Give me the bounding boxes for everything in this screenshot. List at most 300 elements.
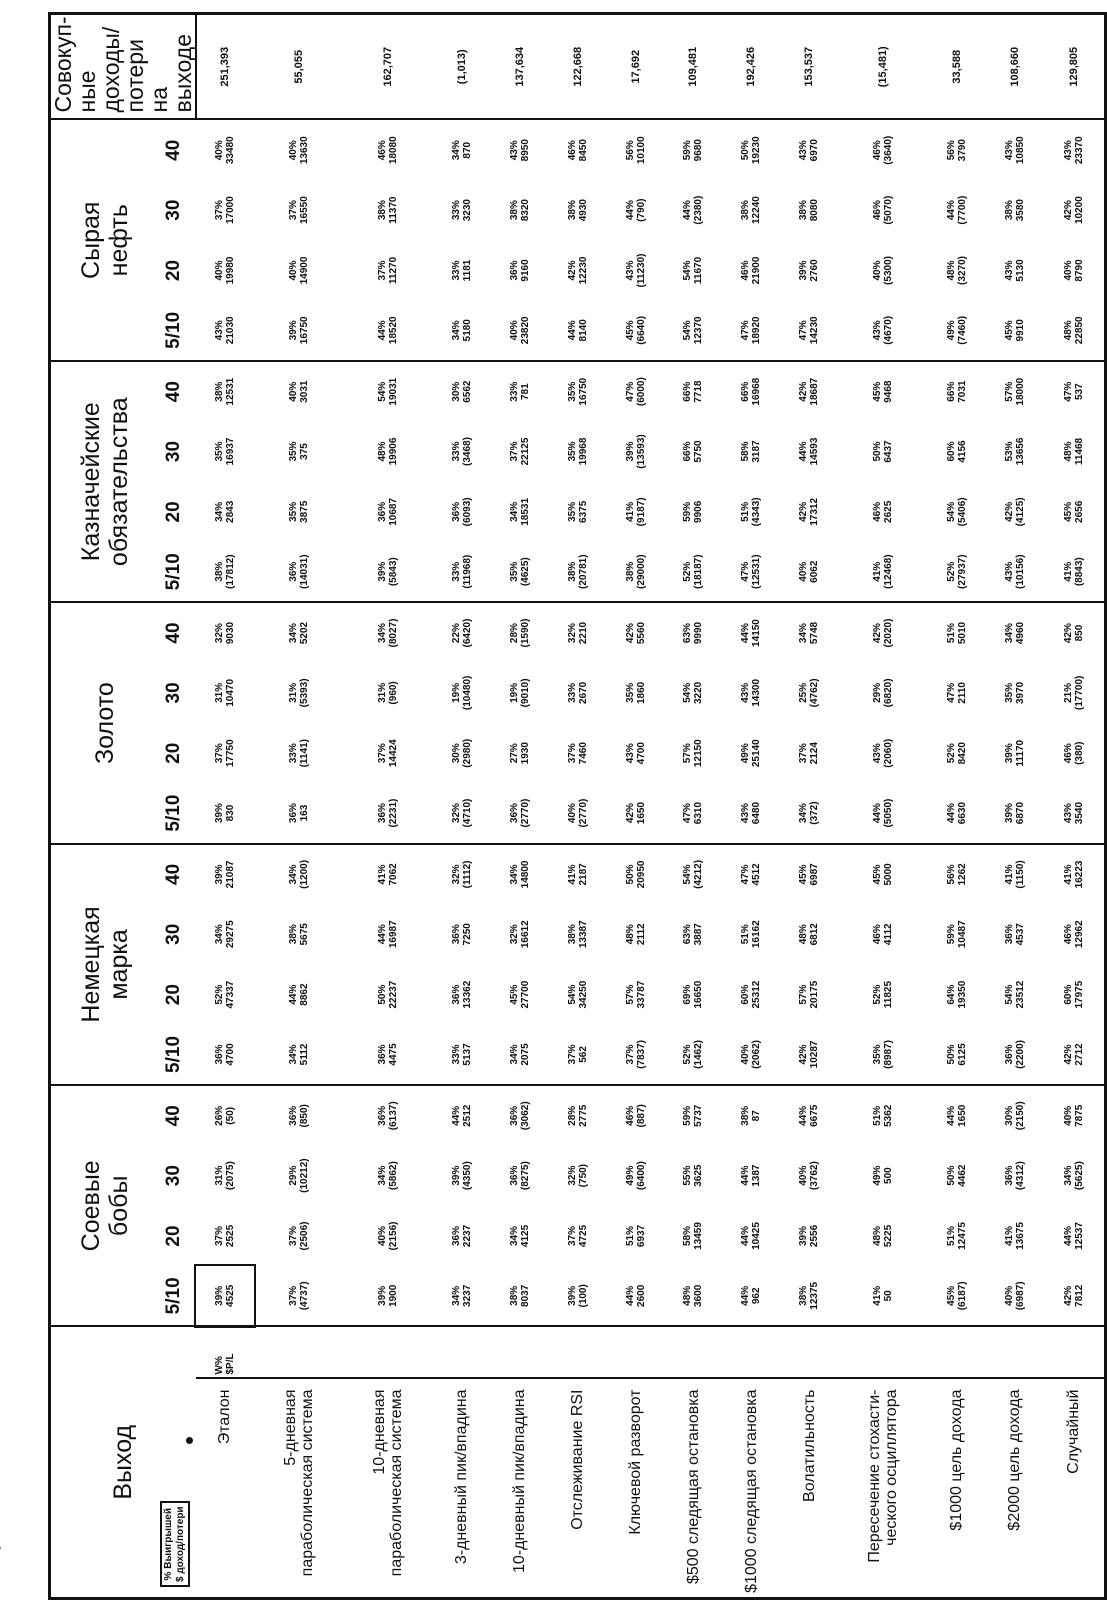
result-cell [1044, 301, 1106, 361]
win-percent: 47% [624, 381, 636, 402]
result-cell [986, 904, 1044, 964]
profit-loss: 5675 [298, 923, 310, 946]
win-percent: 44% [945, 803, 957, 824]
win-percent: 36% [1003, 1165, 1015, 1186]
profit-loss: (7460) [956, 315, 968, 345]
profit-loss: 2210 [577, 621, 589, 645]
win-percent: 38% [508, 200, 520, 221]
result-cell [254, 783, 344, 843]
profit-loss: 10100 [635, 136, 647, 165]
profit-loss: 6812 [809, 923, 821, 946]
profit-loss: (5862) [388, 1161, 400, 1191]
result-cell [838, 1085, 928, 1145]
exit-method-label: 5-дневная параболическая система [254, 1379, 344, 1599]
profit-loss: 16750 [577, 377, 589, 406]
profit-loss: (10156) [1014, 554, 1026, 589]
win-percent: 28% [566, 1105, 578, 1126]
result-cell [928, 783, 986, 843]
profit-loss: 13675 [1014, 1222, 1026, 1250]
profit-loss: 10470 [224, 678, 236, 707]
result-cell [986, 663, 1044, 723]
win-percent: 50% [872, 441, 883, 462]
result-cell [549, 1145, 607, 1205]
table-row [343, 14, 433, 1599]
profit-loss: 19350 [956, 980, 968, 1009]
win-percent: 38% [798, 1285, 810, 1306]
win-percent: 34% [798, 623, 810, 644]
win-percent: 29% [872, 682, 883, 703]
profit-loss: 11670 [693, 256, 705, 285]
profit-loss: 1262 [956, 863, 968, 886]
win-percent: 44% [624, 200, 636, 221]
win-percent: 42% [1003, 501, 1015, 522]
result-cell [838, 723, 928, 783]
win-percent: 36% [508, 260, 520, 281]
result-cell [343, 1025, 433, 1085]
result-cell [838, 1145, 928, 1205]
result-cell [343, 964, 433, 1024]
result-cell [491, 602, 549, 662]
profit-loss: (1112) [461, 860, 473, 889]
profit-loss: 1650 [635, 801, 647, 825]
win-percent: 43% [624, 743, 636, 764]
profit-loss: 2187 [577, 863, 589, 886]
win-percent: 28% [508, 623, 520, 644]
win-percent: 40% [566, 803, 578, 824]
profit-loss: 16750 [298, 316, 310, 345]
exit-method-label: Эталон [196, 1379, 254, 1599]
profit-loss: (850) [298, 1104, 310, 1128]
win-percent: 37% [566, 1044, 578, 1065]
win-percent: 58% [740, 441, 752, 462]
period-header: 30 [163, 923, 184, 945]
exit-column-header [50, 1327, 197, 1599]
result-cell [1044, 783, 1106, 843]
profit-loss: (2506) [298, 1221, 310, 1251]
win-percent: 37% [213, 200, 225, 221]
win-percent: 54% [377, 381, 389, 402]
win-percent: 36% [450, 1225, 462, 1246]
profit-loss: 18687 [809, 377, 821, 406]
result-cell [607, 783, 665, 843]
win-percent: 43% [213, 320, 225, 341]
profit-loss: 4537 [1014, 923, 1026, 946]
result-cell [433, 602, 491, 662]
win-percent: 33% [508, 381, 520, 402]
profit-loss: 8420 [956, 742, 968, 765]
win-percent: 39% [377, 1285, 389, 1306]
result-cell [1044, 602, 1106, 662]
profit-loss: 5225 [883, 1224, 894, 1248]
result-cell [343, 301, 433, 361]
win-percent: 42% [566, 260, 578, 281]
profit-loss: (5843) [388, 557, 400, 587]
profit-loss: 10850 [1014, 136, 1026, 165]
win-percent: 44% [740, 1165, 752, 1186]
win-percent: 43% [1062, 803, 1074, 824]
result-cell [491, 421, 549, 481]
win-percent: 31% [213, 682, 225, 703]
win-percent: 52% [682, 561, 694, 582]
profit-loss: 4462 [956, 1164, 968, 1187]
result-cell [343, 482, 433, 542]
win-percent: 34% [508, 1225, 520, 1246]
instrument-name: Немецкая марка [76, 906, 133, 1023]
win-percent: 37% [287, 200, 299, 221]
result-cell [928, 361, 986, 421]
profit-loss: 13459 [693, 1222, 705, 1250]
result-cell [986, 1085, 1044, 1145]
profit-loss: 34250 [577, 980, 589, 1009]
result-cell [780, 180, 838, 240]
result-cell [254, 663, 344, 723]
win-percent: 41% [1062, 561, 1074, 582]
result-cell [722, 542, 780, 602]
profit-loss: 22850 [1073, 316, 1085, 345]
win-percent: 49% [740, 743, 752, 764]
result-cell [549, 361, 607, 421]
result-cell [491, 663, 549, 723]
win-percent: 42% [798, 1044, 810, 1065]
result-cell [928, 1206, 986, 1266]
win-percent: 57% [1003, 381, 1015, 402]
result-cell [986, 421, 1044, 481]
result-cell [254, 1145, 344, 1205]
table-row [780, 14, 838, 1599]
result-cell [928, 482, 986, 542]
profit-loss: 4930 [577, 199, 589, 222]
profit-loss: (13593) [635, 434, 647, 469]
win-percent: 37% [287, 1285, 299, 1306]
profit-loss: (380) [1073, 741, 1085, 765]
win-percent: 31% [377, 682, 389, 703]
profit-loss: 9160 [519, 259, 531, 282]
win-percent: 56% [624, 140, 636, 161]
profit-loss: 1900 [388, 1284, 400, 1307]
win-percent: 37% [213, 743, 225, 764]
result-cell [722, 1145, 780, 1205]
win-percent: 57% [798, 984, 810, 1005]
win-percent: 37% [624, 1044, 636, 1065]
win-percent: 46% [377, 140, 389, 161]
total-value: 137,634 [491, 14, 549, 120]
profit-loss: 50 [883, 1290, 894, 1302]
win-percent: 37% [213, 1225, 225, 1246]
exit-method-label: Волатильность [780, 1379, 838, 1599]
win-percent: 38% [377, 200, 389, 221]
win-percent: 56% [945, 864, 957, 885]
profit-loss: 4700 [224, 1043, 236, 1066]
result-cell [607, 421, 665, 481]
profit-loss: 3790 [956, 139, 968, 162]
win-percent: 54% [945, 501, 957, 522]
profit-loss: (6820) [883, 678, 894, 708]
result-cell [254, 844, 344, 904]
win-percent: 49% [624, 1165, 636, 1186]
profit-loss: 5560 [635, 621, 647, 645]
profit-loss: 6062 [809, 560, 821, 583]
result-cell [549, 904, 607, 964]
profit-loss: (1150) [1014, 860, 1026, 889]
result-cell [928, 542, 986, 602]
win-percent: 41% [1003, 1225, 1015, 1246]
metric-label-cell [665, 1327, 723, 1379]
result-cell [196, 602, 254, 662]
profit-loss: (1590) [519, 618, 531, 648]
profit-loss: 12531 [224, 377, 236, 406]
profit-loss: 17312 [809, 497, 821, 526]
win-percent: 45% [872, 381, 883, 402]
win-percent: 33% [450, 260, 462, 281]
profit-loss: 7460 [577, 742, 589, 765]
result-cell [343, 180, 433, 240]
table-body [196, 14, 1106, 1599]
profit-loss: 8450 [577, 139, 589, 162]
result-cell [343, 723, 433, 783]
win-percent: 36% [508, 1165, 520, 1186]
period-header: 20 [163, 501, 184, 523]
win-percent: 48% [377, 441, 389, 462]
profit-loss: 12962 [1073, 920, 1085, 949]
profit-loss: 14424 [388, 739, 400, 768]
result-cell [665, 180, 723, 240]
profit-loss: 17750 [224, 739, 236, 768]
result-cell [491, 1025, 549, 1085]
profit-loss: (2231) [388, 798, 400, 828]
result-cell [665, 421, 723, 481]
result-cell [607, 904, 665, 964]
win-percent: 32% [213, 623, 225, 644]
win-percent: 66% [682, 441, 694, 462]
win-percent: 36% [287, 561, 299, 582]
result-cell [838, 1266, 928, 1326]
total-value: 17,692 [607, 14, 665, 120]
win-percent: 42% [1062, 623, 1074, 644]
profit-loss: 20175 [809, 980, 821, 1009]
win-percent: 21% [1062, 682, 1074, 703]
profit-loss: 19980 [224, 256, 236, 285]
result-cell [665, 1266, 723, 1326]
win-percent: 30% [1003, 1105, 1015, 1126]
win-percent: 48% [624, 924, 636, 945]
result-cell [665, 542, 723, 602]
result-cell [986, 1266, 1044, 1326]
result-cell [196, 240, 254, 300]
win-percent: 19% [508, 682, 520, 703]
win-percent: 35% [624, 682, 636, 703]
result-cell [722, 663, 780, 723]
metric-label-cell [722, 1327, 780, 1379]
win-percent: 43% [624, 260, 636, 281]
metric-label-cell [196, 1327, 254, 1379]
period-header: 30 [163, 1165, 184, 1187]
profit-loss: 5137 [461, 1043, 473, 1066]
win-percent: 36% [377, 1044, 389, 1065]
table-row [722, 14, 780, 1599]
profit-loss: (50) [224, 1106, 236, 1125]
win-percent: 51% [624, 1225, 636, 1246]
result-cell [780, 301, 838, 361]
result-cell [433, 120, 491, 180]
profit-loss: 4525 [224, 1284, 236, 1307]
result-cell [928, 964, 986, 1024]
win-percent: 51% [945, 623, 957, 644]
result-cell [549, 783, 607, 843]
result-cell [491, 1266, 549, 1326]
profit-loss: 562 [577, 1046, 589, 1063]
profit-loss: (5300) [883, 256, 894, 285]
win-percent: 35% [508, 561, 520, 582]
win-percent: 49% [945, 320, 957, 341]
result-cell [986, 240, 1044, 300]
win-percent: 46% [1062, 743, 1074, 764]
result-cell [665, 783, 723, 843]
profit-loss: 7875 [1073, 1104, 1085, 1127]
win-percent: 40% [287, 381, 299, 402]
profit-loss: 8950 [519, 139, 531, 162]
result-cell [838, 602, 928, 662]
exit-method-label: Ключевой разворот [607, 1379, 665, 1599]
metric-label: $P/L [224, 1353, 236, 1375]
profit-loss: (29000) [635, 554, 647, 589]
win-percent: 38% [566, 561, 578, 582]
result-cell [722, 1025, 780, 1085]
profit-loss: (790) [635, 198, 647, 222]
profit-loss: 18520 [388, 316, 400, 345]
metric-label-cell [928, 1327, 986, 1379]
result-cell [928, 1266, 986, 1326]
win-percent: 41% [624, 501, 636, 522]
result-cell [780, 723, 838, 783]
win-percent: 36% [377, 1105, 389, 1126]
result-cell [343, 1266, 433, 1326]
result-cell [607, 602, 665, 662]
result-cell [196, 783, 254, 843]
result-cell [254, 120, 344, 180]
win-percent: 44% [945, 1105, 957, 1126]
result-cell [1044, 723, 1106, 783]
result-cell [491, 120, 549, 180]
result-cell [549, 421, 607, 481]
win-percent: 44% [798, 441, 810, 462]
win-percent: 44% [740, 1285, 752, 1306]
win-percent: 34% [287, 1044, 299, 1065]
profit-loss: 14300 [751, 678, 763, 707]
win-percent: 59% [682, 501, 694, 522]
win-percent: 43% [1003, 140, 1015, 161]
result-cell [196, 120, 254, 180]
win-percent: 33% [450, 1044, 462, 1065]
profit-loss: 21030 [224, 316, 236, 345]
profit-loss: (6093) [461, 497, 473, 527]
win-percent: 46% [624, 1105, 636, 1126]
result-cell [1044, 663, 1106, 723]
profit-loss: (14031) [298, 554, 310, 589]
profit-loss: 500 [883, 1167, 894, 1184]
win-percent: 39% [287, 320, 299, 341]
result-cell [986, 180, 1044, 240]
profit-loss: 4156 [956, 440, 968, 463]
win-percent: 54% [682, 320, 694, 341]
result-cell [343, 421, 433, 481]
result-cell [433, 301, 491, 361]
profit-loss: 3625 [693, 1164, 705, 1187]
exit-method-label: 3-дневный пик/впадина [433, 1379, 491, 1599]
win-percent: 33% [450, 561, 462, 582]
profit-loss: 8080 [809, 199, 821, 222]
period-header: 5/10 [152, 1025, 196, 1085]
result-cell [1044, 240, 1106, 300]
result-cell [549, 602, 607, 662]
win-percent: 32% [450, 864, 462, 885]
profit-loss: 10687 [388, 497, 400, 526]
result-cell [1044, 904, 1106, 964]
win-percent: 57% [624, 984, 636, 1005]
result-cell [986, 844, 1044, 904]
result-cell [549, 301, 607, 361]
profit-loss: 20950 [635, 860, 647, 889]
exit-method-label: 10-дневный пик/впадина [491, 1379, 549, 1599]
profit-loss: 7812 [1073, 1284, 1085, 1307]
win-percent: 38% [740, 1105, 752, 1126]
result-cell [491, 361, 549, 421]
result-cell [607, 361, 665, 421]
profit-loss: 6437 [883, 440, 894, 463]
instrument-name: Сырая нефть [76, 201, 133, 279]
profit-loss: (3762) [809, 1161, 821, 1191]
instrument-header-treasury [50, 361, 153, 602]
table-row [986, 14, 1044, 1599]
result-cell [549, 542, 607, 602]
win-percent: 39% [213, 1285, 225, 1306]
result-cell [665, 723, 723, 783]
win-percent: 43% [872, 320, 883, 341]
result-cell [986, 542, 1044, 602]
result-cell [196, 964, 254, 1024]
result-cell [838, 1025, 928, 1085]
result-cell [928, 602, 986, 662]
profit-loss: (3640) [883, 135, 894, 165]
profit-loss: 6480 [751, 801, 763, 825]
win-percent: 39% [377, 561, 389, 582]
table-row [549, 14, 607, 1599]
win-percent: 52% [945, 561, 957, 582]
result-cell [254, 361, 344, 421]
result-cell [722, 240, 780, 300]
win-percent: 51% [740, 501, 752, 522]
result-cell [549, 240, 607, 300]
result-cell [343, 663, 433, 723]
profit-loss: (20781) [577, 554, 589, 589]
result-cell [196, 1085, 254, 1145]
win-percent: 38% [213, 561, 225, 582]
profit-loss: 19230 [751, 136, 763, 165]
profit-loss: (1462) [693, 1040, 705, 1069]
result-cell [549, 482, 607, 542]
win-percent: 43% [1003, 561, 1015, 582]
win-percent: 47% [740, 561, 752, 582]
exit-method-label: Отслеживание RSI [549, 1379, 607, 1599]
result-cell [722, 964, 780, 1024]
profit-loss: 4960 [1014, 621, 1026, 645]
result-cell [433, 1206, 491, 1266]
profit-loss: 13362 [461, 980, 473, 1009]
win-percent: 56% [945, 140, 957, 161]
result-cell [665, 844, 723, 904]
result-cell [928, 844, 986, 904]
win-percent: 36% [377, 803, 389, 824]
result-cell [986, 361, 1044, 421]
